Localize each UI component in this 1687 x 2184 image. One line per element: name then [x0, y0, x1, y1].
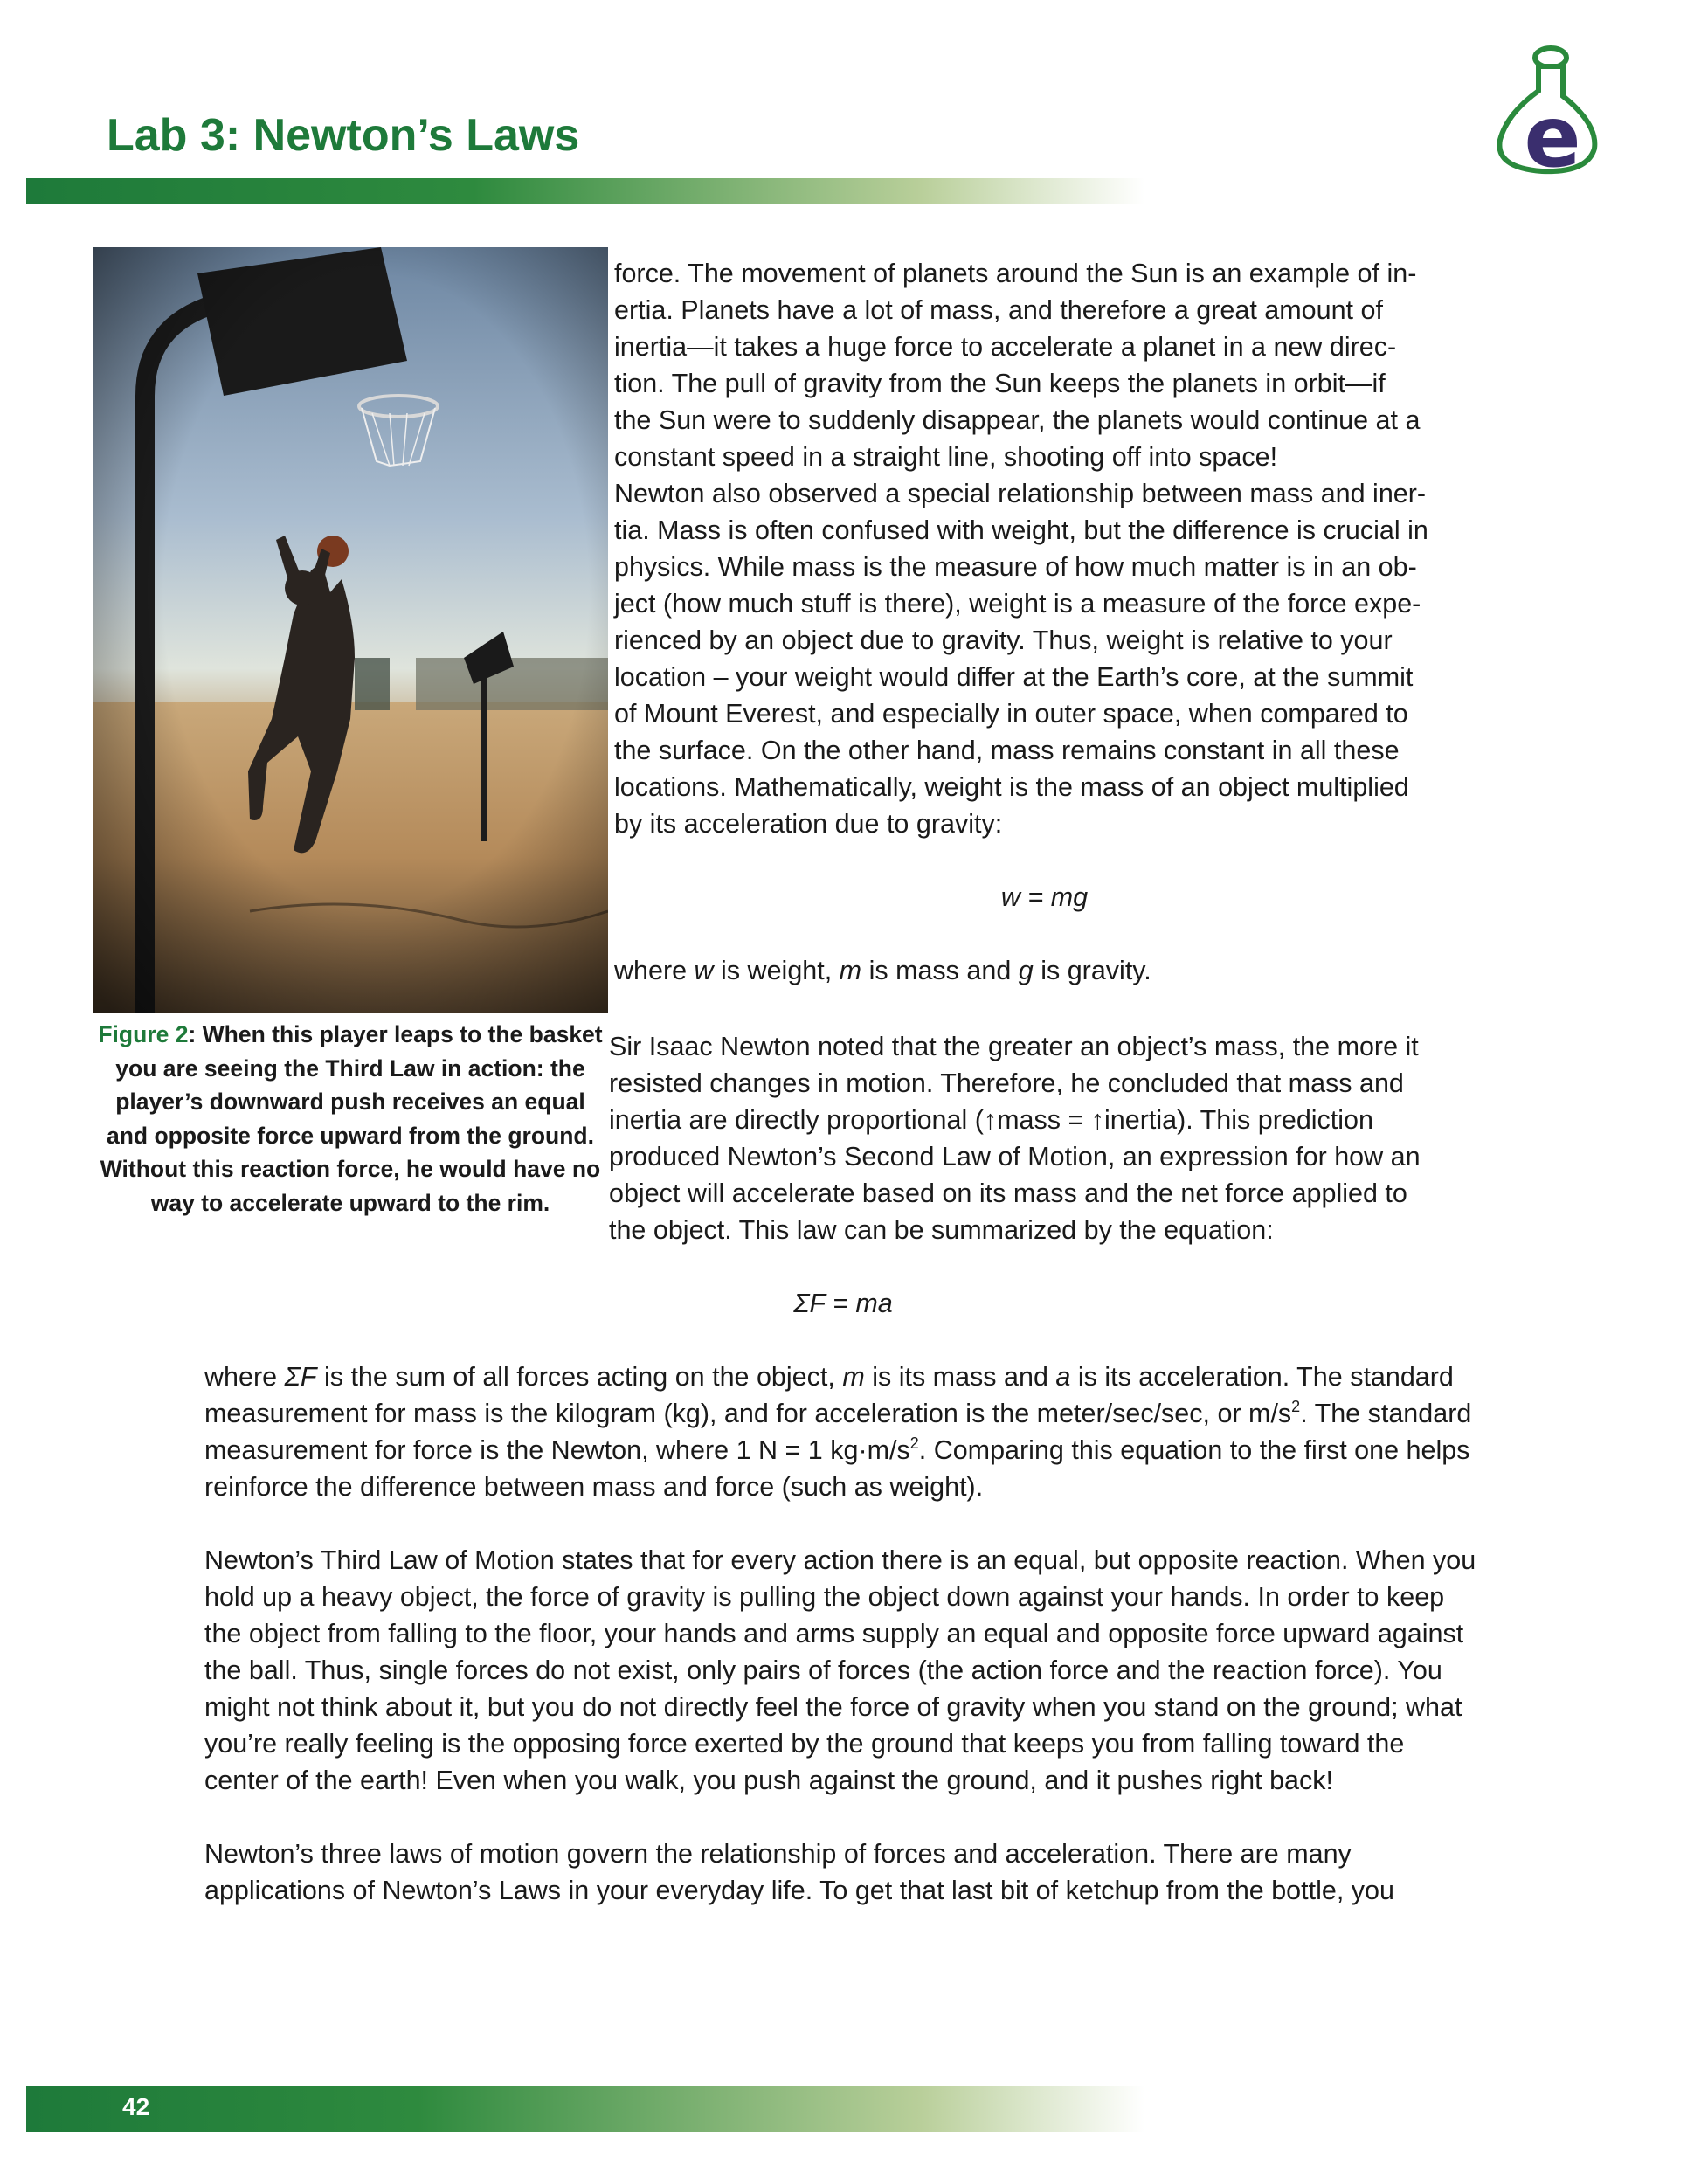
superscript: 2 [909, 1434, 919, 1452]
text-line: produced Newton’s Second Law of Motion, an expression for how an [609, 1142, 1421, 1171]
text-run: is its mass and [864, 1362, 1056, 1392]
second-law-paragraph [609, 1028, 1474, 1248]
figure-label: Figure 2 [98, 1021, 189, 1047]
var-sum-f: ΣF [284, 1362, 317, 1392]
force-equation: ΣF = ma [793, 1289, 893, 1318]
right-column [614, 255, 1475, 989]
text-line: constant speed in a straight line, shooting off into space! [614, 442, 1278, 472]
text-line: by its acceleration due to gravity: [614, 809, 1003, 839]
var-g: g [1018, 956, 1034, 985]
text-run: where [204, 1362, 285, 1392]
footer-bar [26, 2086, 1144, 2132]
header-bar [26, 178, 1144, 204]
text-line: Newton also observed a special relationship between mass and iner- [614, 479, 1427, 508]
body-text [204, 1358, 1480, 1909]
text-run: is weight, [713, 956, 840, 985]
text-line: tia. Mass is often confused with weight, but the difference is crucial in [614, 515, 1428, 545]
superscript: 2 [1291, 1398, 1301, 1415]
text-line: inertia—it takes a huge force to accelerate a planet in a new direc- [614, 332, 1397, 362]
text-line: force. The movement of planets around the Sun is an example of in- [614, 259, 1417, 288]
text-line: rienced by an object due to gravity. Thus, weight is relative to your [614, 625, 1393, 655]
var-m: m [842, 1362, 865, 1392]
weight-definition [614, 952, 1475, 989]
text-line: of Mount Everest, and especially in outer space, when compared to [614, 699, 1408, 729]
inertia-paragraph [614, 255, 1475, 475]
force-definition-paragraph [204, 1358, 1480, 1505]
text-line: the surface. On the other hand, mass remains constant in all these [614, 736, 1400, 765]
text-run: . The standard measurement for force is the Newton, where 1 N = 1 kg·m/s [204, 1399, 1472, 1465]
text-line: the object. This law can be summarized by the equation: [609, 1215, 1274, 1245]
mass-weight-paragraph [614, 475, 1475, 842]
third-law-paragraph: Newton’s Third Law of Motion states that for every action there is an equal, but opposite reaction. When you hold up a heavy object, the force of gravity is pulling the object down against your hands. In order to keep the object from falling to the floor, your hands and arms supply an equal and opposite force upward against the ball. Thus, single forces do not exist, only pairs of forces (the action force and the reaction force). You might not think about it, but you do not directly feel the force of gravity when you stand on the ground; what you’re really feeling is the opposing force exerted by the ground that keeps you from falling toward the center of the earth! Even when you walk, you push against the ground, and it pushes right back! [204, 1545, 1476, 1795]
text-line: location – your weight would differ at the Earth’s core, at the summit [614, 662, 1414, 692]
figure-caption [93, 1018, 608, 1220]
closing-paragraph: Newton’s three laws of motion govern the relationship of forces and acceleration. There are many applications of Newton’s Laws in your everyday life. To get that last bit of ketchup from the bottle, you [204, 1839, 1394, 1905]
text-run: is mass and [861, 956, 1019, 985]
text-run: is the sum of all forces acting on the object, [316, 1362, 843, 1392]
weight-equation: w = mg [1000, 882, 1089, 912]
text-line: inertia are directly proportional (↑mass = ↑inertia). This prediction [609, 1105, 1373, 1135]
text-line: the Sun were to suddenly disappear, the planets would continue at a [614, 405, 1421, 435]
text-run: where [614, 956, 695, 985]
basketball-photo [93, 247, 608, 1013]
var-m: m [839, 956, 862, 985]
text-run: . Comparing this equation to the first one helps reinforce the difference between mass and force (such as weight). [204, 1435, 1470, 1502]
page-title: Lab 3: Newton’s Laws [107, 110, 580, 161]
text-run: is its acceleration. The standard measurement for mass is the kilogram (kg), and for acceleration is the meter/sec/sec, or m/s [204, 1362, 1454, 1428]
var-w: w [694, 956, 714, 985]
text-line: physics. While mass is the measure of how much matter is in an ob- [614, 552, 1417, 582]
spacer [614, 842, 1475, 879]
page-number: 42 [122, 2093, 150, 2120]
text-line: resisted changes in motion. Therefore, he concluded that mass and [609, 1068, 1404, 1098]
text-line: ertia. Planets have a lot of mass, and therefore a great amount of [614, 295, 1383, 325]
text-line: tion. The pull of gravity from the Sun keeps the planets in orbit—if [614, 369, 1386, 398]
text-line: locations. Mathematically, weight is the mass of an object multiplied [614, 772, 1409, 802]
logo-letter: e [1524, 88, 1581, 181]
spacer [614, 916, 1475, 952]
flask-logo [1490, 45, 1603, 181]
var-a: a [1055, 1362, 1071, 1392]
text-line: ject (how much stuff is there), weight is a measure of the force expe- [614, 589, 1421, 619]
text-line: object will accelerate based on its mass and the net force applied to [609, 1178, 1407, 1208]
text-run: is gravity. [1033, 956, 1151, 985]
text-line: Sir Isaac Newton noted that the greater an object’s mass, the more it [609, 1032, 1419, 1061]
figure-caption-text: : When this player leaps to the basket you are seeing the Third Law in action: the player’s downward push receives an equal and opposite force upward from the ground. Without this reaction force, he would have no way to accelerate upward to the rim. [100, 1021, 603, 1216]
